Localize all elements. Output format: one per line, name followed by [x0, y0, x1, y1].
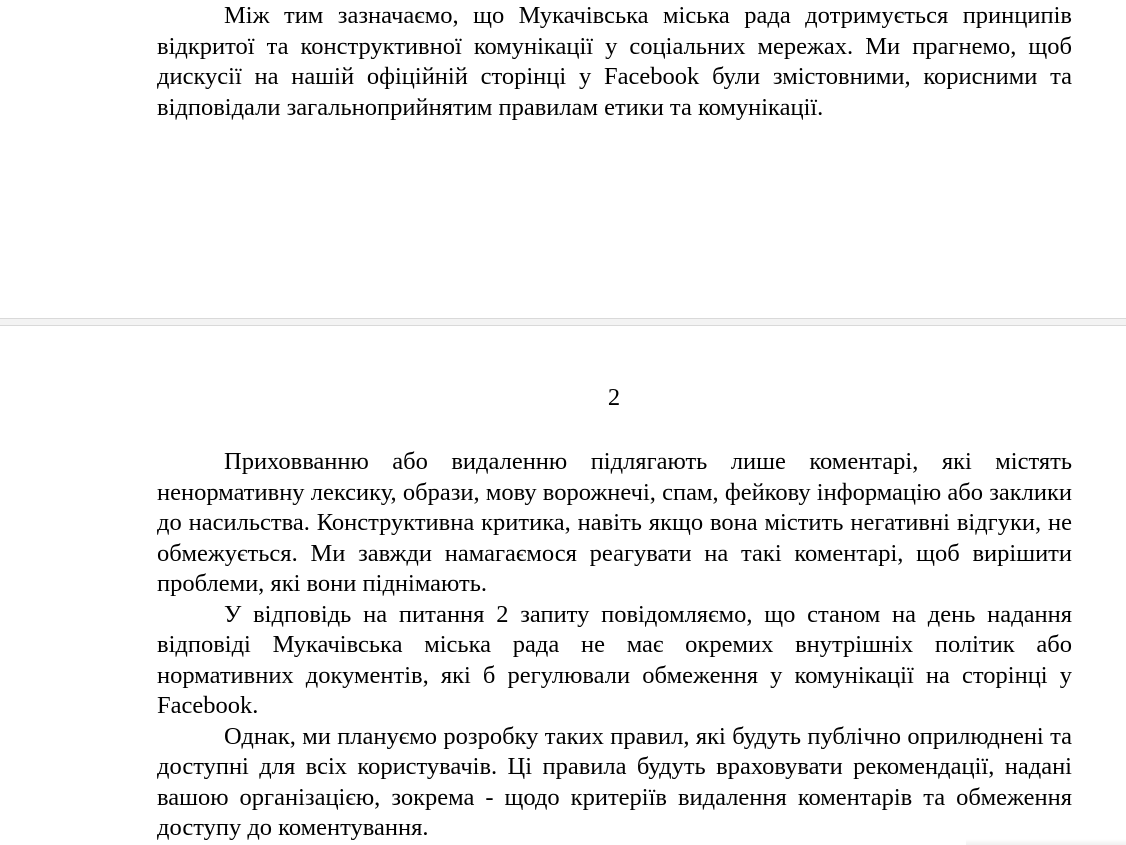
- page-shadow: [966, 839, 1126, 845]
- page-2-body: [157, 447, 1072, 844]
- paragraph: У відповідь на питання 2 запиту повідомляємо, що станом на день надання відповіді Мукачівська міська рада не має окремих внутрішніх політик або нормативних документів, які б регулювали обмеження у комунікації на сторінці у Facebook.: [157, 600, 1072, 719]
- page-break-separator: [0, 318, 1126, 326]
- document-page-1: [0, 0, 1126, 318]
- page-1-body: [157, 1, 1072, 123]
- paragraph: Приховванню або видаленню підлягають лише коментарі, які містять ненормативну лексику, образи, мову ворожнечі, спам, фейкову інформацію або заклики до насильства. Конструктивна критика, навіть якщо вона містить негативні відгуки, не обмежується. Ми завжди намагаємося реагувати на такі коментарі, щоб вирішити проблеми, які вони піднімають.: [157, 448, 1072, 597]
- paragraph: Однак, ми плануємо розробку таких правил, які будуть публічно оприлюднені та доступні для всіх користувачів. Ці правила будуть враховувати рекомендації, надані вашою організацією, зокрема - щодо критеріїв видалення коментарів та обмеження доступу до коментування.: [157, 722, 1072, 841]
- paragraph: Між тим зазначаємо, що Мукачівська міська рада дотримується принципів відкритої та конструктивної комунікації у соціальних мережах. Ми прагнемо, щоб дискусії на нашій офіційній сторінці у Facebook були змістовними, корисними та відповідали загальноприйнятим правилам етики та комунікації.: [157, 2, 1072, 121]
- page-number: 2: [607, 384, 621, 411]
